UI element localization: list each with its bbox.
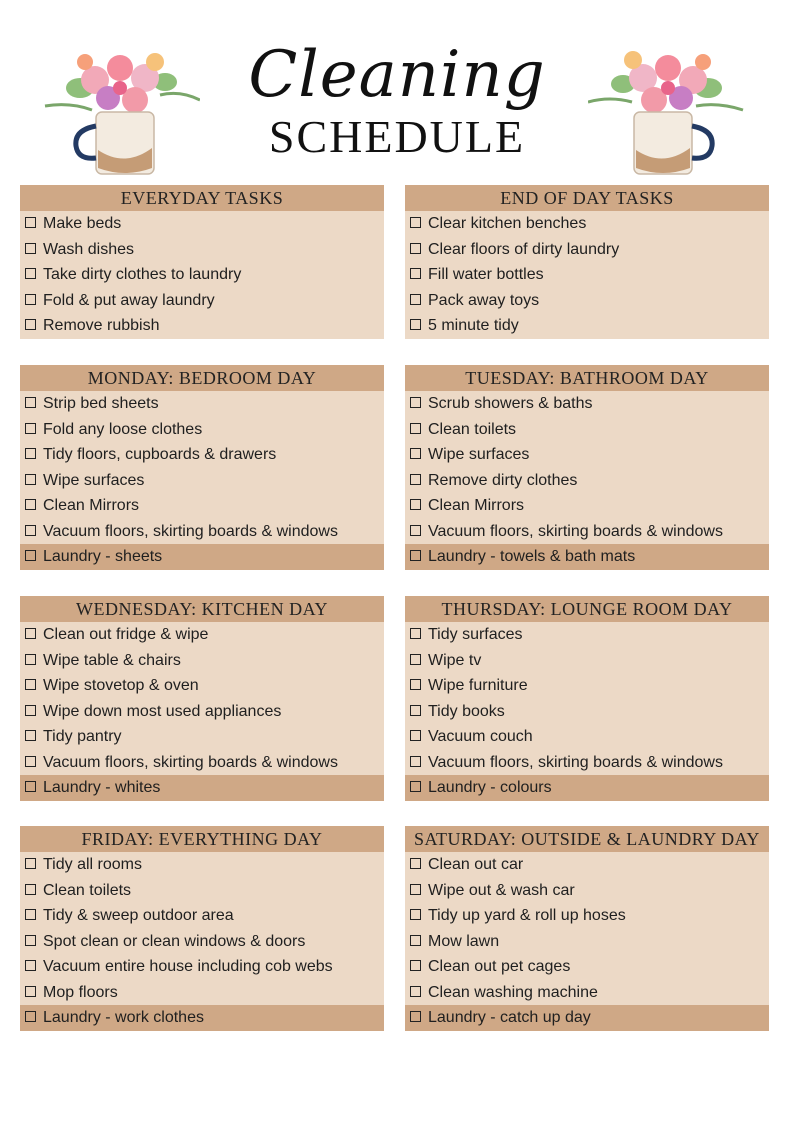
task-label: Remove dirty clothes bbox=[428, 471, 578, 489]
task-item bbox=[20, 237, 384, 263]
checkbox[interactable] bbox=[25, 935, 36, 946]
task-label: Vacuum floors, skirting boards & windows bbox=[43, 522, 338, 540]
task-item bbox=[405, 903, 769, 929]
task-item bbox=[405, 622, 769, 648]
task-item bbox=[20, 417, 384, 443]
task-label: Wipe table & chairs bbox=[43, 651, 181, 669]
checkbox[interactable] bbox=[25, 884, 36, 895]
task-item bbox=[20, 699, 384, 725]
checkbox[interactable] bbox=[25, 550, 36, 561]
schedule-panel bbox=[405, 596, 769, 801]
checkbox[interactable] bbox=[25, 909, 36, 920]
section-title: SATURDAY: OUTSIDE & LAUNDRY DAY bbox=[405, 826, 769, 852]
task-label: Wipe tv bbox=[428, 651, 482, 669]
checkbox[interactable] bbox=[25, 858, 36, 869]
checkbox[interactable] bbox=[410, 781, 421, 792]
task-label: Vacuum floors, skirting boards & windows bbox=[43, 753, 338, 771]
task-item bbox=[405, 724, 769, 750]
task-item bbox=[20, 724, 384, 750]
checkbox[interactable] bbox=[410, 935, 421, 946]
checkbox[interactable] bbox=[410, 909, 421, 920]
task-label: Tidy books bbox=[428, 702, 505, 720]
task-label: Wipe surfaces bbox=[428, 446, 530, 463]
checkbox[interactable] bbox=[410, 705, 421, 716]
checkbox[interactable] bbox=[25, 1011, 36, 1022]
task-item bbox=[405, 391, 769, 417]
task-label: Clean toilets bbox=[43, 881, 132, 899]
task-label: Tidy pantry bbox=[43, 728, 122, 745]
checkbox[interactable] bbox=[25, 679, 36, 690]
task-label: Pack away toys bbox=[428, 291, 540, 309]
checkbox[interactable] bbox=[25, 986, 36, 997]
task-label: Make beds bbox=[43, 215, 122, 232]
task-label: Clean Mirrors bbox=[428, 497, 525, 514]
task-label: Laundry - sheets bbox=[43, 548, 163, 565]
checkbox[interactable] bbox=[25, 448, 36, 459]
task-label: Wash dishes bbox=[43, 240, 134, 258]
page-title: SCHEDULE bbox=[268, 111, 526, 162]
checkbox[interactable] bbox=[410, 960, 421, 971]
checkbox[interactable] bbox=[410, 679, 421, 690]
task-item bbox=[405, 237, 769, 263]
checkbox[interactable] bbox=[25, 730, 36, 741]
checkbox[interactable] bbox=[410, 499, 421, 510]
page-title-script: Cleaning bbox=[248, 38, 546, 112]
laundry-task-item bbox=[405, 1005, 769, 1031]
task-label: Clear floors of dirty laundry bbox=[428, 240, 620, 258]
schedule-panel bbox=[405, 826, 769, 1031]
task-item bbox=[20, 519, 384, 545]
checkbox[interactable] bbox=[410, 423, 421, 434]
task-item bbox=[20, 288, 384, 314]
section-title: THURSDAY: LOUNGE ROOM DAY bbox=[405, 596, 769, 622]
task-item bbox=[20, 313, 384, 339]
checkbox[interactable] bbox=[25, 960, 36, 971]
task-label: Clean out fridge & wipe bbox=[43, 626, 209, 643]
task-item bbox=[405, 954, 769, 980]
task-label: Laundry - towels & bath mats bbox=[428, 548, 636, 565]
task-label: Spot clean or clean windows & doors bbox=[43, 932, 306, 950]
task-item bbox=[20, 852, 384, 878]
task-item bbox=[405, 468, 769, 494]
schedule-panel bbox=[405, 185, 769, 339]
task-label: Clean Mirrors bbox=[43, 497, 140, 514]
schedule-panel bbox=[20, 185, 384, 339]
section-title: FRIDAY: EVERYTHING DAY bbox=[20, 826, 384, 852]
checkbox[interactable] bbox=[25, 781, 36, 792]
checkbox[interactable] bbox=[25, 268, 36, 279]
checkbox[interactable] bbox=[410, 550, 421, 561]
task-label: Tidy surfaces bbox=[428, 626, 523, 643]
task-label: Laundry - whites bbox=[43, 779, 161, 796]
checkbox[interactable] bbox=[25, 525, 36, 536]
task-item bbox=[405, 750, 769, 776]
task-item bbox=[20, 750, 384, 776]
checkbox[interactable] bbox=[410, 319, 421, 330]
checkbox[interactable] bbox=[25, 628, 36, 639]
section-title: EVERYDAY TASKS bbox=[20, 185, 384, 211]
task-label: Scrub showers & baths bbox=[428, 395, 593, 412]
checkbox[interactable] bbox=[25, 294, 36, 305]
schedule-panel bbox=[20, 826, 384, 1031]
checkbox[interactable] bbox=[410, 448, 421, 459]
task-label: Wipe furniture bbox=[428, 677, 528, 694]
task-item bbox=[20, 211, 384, 237]
task-item bbox=[405, 493, 769, 519]
task-item bbox=[405, 417, 769, 443]
task-label: Tidy floors, cupboards & drawers bbox=[43, 446, 277, 463]
checkbox[interactable] bbox=[410, 730, 421, 741]
task-item bbox=[405, 878, 769, 904]
checkbox[interactable] bbox=[25, 319, 36, 330]
task-item bbox=[405, 929, 769, 955]
task-item bbox=[20, 878, 384, 904]
task-item bbox=[405, 288, 769, 314]
checkbox[interactable] bbox=[410, 756, 421, 767]
section-title: END OF DAY TASKS bbox=[405, 185, 769, 211]
task-label: Tidy up yard & roll up hoses bbox=[428, 907, 626, 924]
section-title: WEDNESDAY: KITCHEN DAY bbox=[20, 596, 384, 622]
laundry-task-item bbox=[405, 775, 769, 801]
checkbox[interactable] bbox=[410, 525, 421, 536]
task-item bbox=[20, 980, 384, 1006]
task-item bbox=[405, 313, 769, 339]
task-label: Wipe down most used appliances bbox=[43, 702, 282, 720]
task-item bbox=[20, 903, 384, 929]
checkbox[interactable] bbox=[25, 654, 36, 665]
laundry-task-item bbox=[405, 544, 769, 570]
task-label: Vacuum entire house including cob webs bbox=[43, 958, 333, 975]
task-label: Vacuum floors, skirting boards & windows bbox=[428, 753, 723, 771]
task-label: Remove rubbish bbox=[43, 317, 160, 334]
task-item bbox=[20, 648, 384, 674]
task-label: Mop floors bbox=[43, 983, 118, 1001]
checkbox[interactable] bbox=[410, 654, 421, 665]
checkbox[interactable] bbox=[25, 499, 36, 510]
task-item bbox=[20, 468, 384, 494]
laundry-task-item bbox=[20, 1005, 384, 1031]
task-label: Tidy all rooms bbox=[43, 856, 142, 873]
task-label: Fill water bottles bbox=[428, 266, 544, 283]
checkbox[interactable] bbox=[410, 397, 421, 408]
checkbox[interactable] bbox=[25, 756, 36, 767]
task-label: Strip bed sheets bbox=[43, 395, 159, 412]
checkbox[interactable] bbox=[25, 217, 36, 228]
task-item bbox=[405, 442, 769, 468]
task-item bbox=[405, 211, 769, 237]
section-title: MONDAY: BEDROOM DAY bbox=[20, 365, 384, 391]
task-label: Tidy & sweep outdoor area bbox=[43, 907, 234, 924]
task-label: Clean out pet cages bbox=[428, 958, 571, 975]
task-item bbox=[405, 519, 769, 545]
checkbox[interactable] bbox=[25, 243, 36, 254]
task-label: Wipe stovetop & oven bbox=[43, 677, 199, 694]
task-label: Mow lawn bbox=[428, 932, 500, 950]
schedule-panel bbox=[20, 596, 384, 801]
task-label: Clean washing machine bbox=[428, 983, 598, 1001]
checkbox[interactable] bbox=[410, 986, 421, 997]
checkbox[interactable] bbox=[410, 294, 421, 305]
task-label: Laundry - catch up day bbox=[428, 1009, 591, 1026]
task-label: Clean toilets bbox=[428, 420, 517, 438]
task-label: Clear kitchen benches bbox=[428, 215, 587, 232]
task-item bbox=[20, 262, 384, 288]
task-item bbox=[405, 980, 769, 1006]
page-header bbox=[0, 0, 794, 180]
task-item bbox=[20, 622, 384, 648]
task-item bbox=[20, 493, 384, 519]
task-item bbox=[405, 852, 769, 878]
laundry-task-item bbox=[20, 544, 384, 570]
task-item bbox=[405, 262, 769, 288]
checkbox[interactable] bbox=[410, 628, 421, 639]
checkbox[interactable] bbox=[410, 884, 421, 895]
checkbox[interactable] bbox=[410, 474, 421, 485]
checkbox[interactable] bbox=[25, 423, 36, 434]
task-item bbox=[20, 929, 384, 955]
task-label: Vacuum couch bbox=[428, 728, 533, 745]
schedule-panel bbox=[405, 365, 769, 570]
checkbox[interactable] bbox=[410, 858, 421, 869]
section-title: TUESDAY: BATHROOM DAY bbox=[405, 365, 769, 391]
task-label: Clean out car bbox=[428, 856, 524, 873]
checkbox[interactable] bbox=[410, 268, 421, 279]
checkbox[interactable] bbox=[410, 217, 421, 228]
schedule-panel bbox=[20, 365, 384, 570]
task-label: Wipe surfaces bbox=[43, 471, 145, 489]
task-item bbox=[20, 954, 384, 980]
task-item bbox=[20, 442, 384, 468]
task-item bbox=[405, 648, 769, 674]
task-label: 5 minute tidy bbox=[428, 317, 519, 334]
checkbox[interactable] bbox=[25, 397, 36, 408]
task-label: Vacuum floors, skirting boards & windows bbox=[428, 522, 723, 540]
checkbox[interactable] bbox=[25, 474, 36, 485]
task-label: Laundry - work clothes bbox=[43, 1009, 204, 1026]
task-item bbox=[20, 673, 384, 699]
task-label: Wipe out & wash car bbox=[428, 881, 575, 899]
checkbox[interactable] bbox=[410, 1011, 421, 1022]
task-item bbox=[20, 391, 384, 417]
task-label: Fold any loose clothes bbox=[43, 420, 203, 438]
task-item bbox=[405, 699, 769, 725]
task-label: Fold & put away laundry bbox=[43, 291, 215, 309]
checkbox[interactable] bbox=[410, 243, 421, 254]
checkbox[interactable] bbox=[25, 705, 36, 716]
task-label: Take dirty clothes to laundry bbox=[43, 266, 242, 283]
laundry-task-item bbox=[20, 775, 384, 801]
task-label: Laundry - colours bbox=[428, 779, 552, 796]
task-item bbox=[405, 673, 769, 699]
